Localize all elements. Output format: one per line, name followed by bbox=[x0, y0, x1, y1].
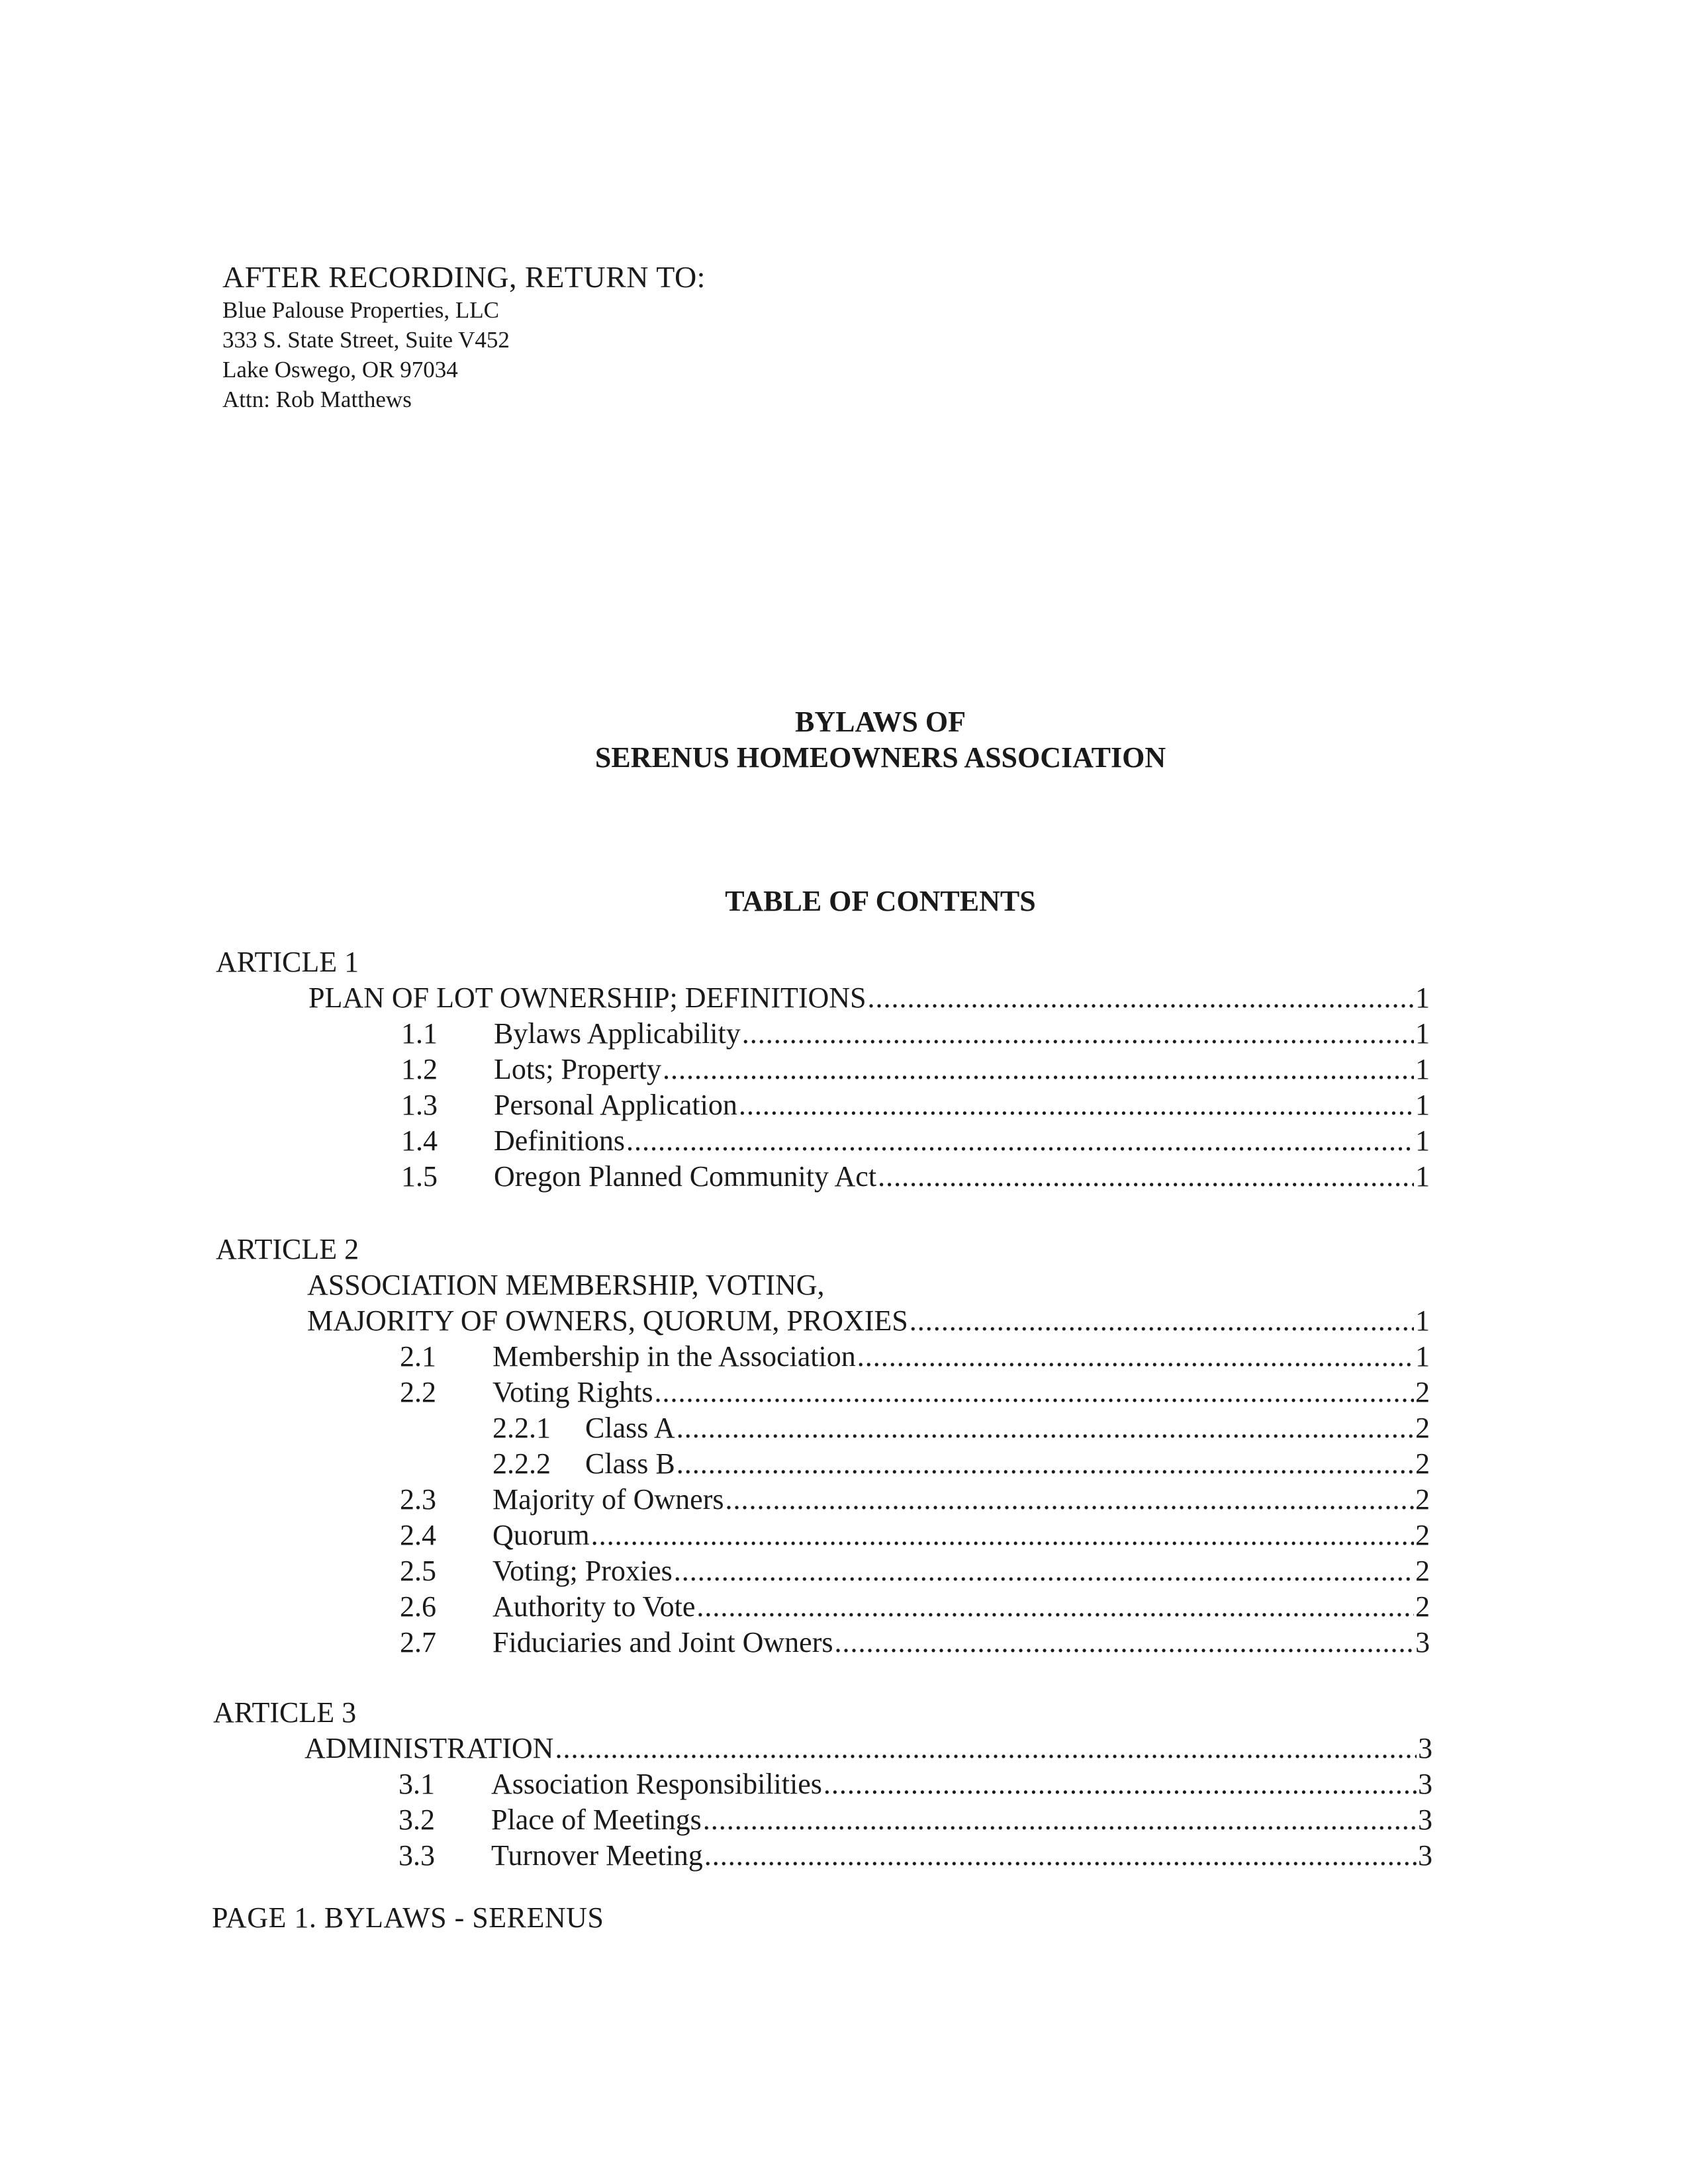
toc-page-number: 1 bbox=[1415, 1017, 1430, 1050]
leader-dots bbox=[674, 1554, 1414, 1588]
toc-entry-label: Authority to Vote bbox=[492, 1590, 696, 1623]
toc-entry-label: Class A bbox=[585, 1412, 675, 1444]
toc-page-number: 2 bbox=[1415, 1519, 1430, 1551]
toc-subentry bbox=[492, 1411, 1430, 1445]
toc-entry-number: 3.2 bbox=[399, 1803, 435, 1836]
toc-entry-number: 2.6 bbox=[400, 1590, 436, 1623]
leader-dots bbox=[910, 1304, 1414, 1338]
toc-entry-label: MAJORITY OF OWNERS, QUORUM, PROXIES bbox=[307, 1304, 908, 1337]
return-line: 333 S. State Street, Suite V452 bbox=[222, 327, 510, 353]
toc-page-number: 3 bbox=[1418, 1768, 1432, 1800]
toc-page-number: 1 bbox=[1415, 1053, 1430, 1085]
toc-entry bbox=[401, 1124, 1430, 1158]
toc-entry-label: Class B bbox=[585, 1447, 675, 1480]
toc-page-number: 1 bbox=[1415, 1340, 1430, 1373]
leader-dots bbox=[663, 1052, 1414, 1087]
toc-article-heading-line: ASSOCIATION MEMBERSHIP, VOTING, bbox=[307, 1269, 825, 1301]
page-footer: PAGE 1. BYLAWS - SERENUS bbox=[212, 1901, 604, 1934]
leader-dots bbox=[591, 1518, 1414, 1553]
toc-page-number: 2 bbox=[1415, 1555, 1430, 1587]
article-label: ARTICLE 2 bbox=[216, 1233, 359, 1265]
toc-entry bbox=[400, 1518, 1430, 1553]
toc-entry bbox=[401, 1160, 1430, 1194]
toc-entry-label: Membership in the Association bbox=[492, 1340, 856, 1373]
toc-page-number: 2 bbox=[1415, 1376, 1430, 1408]
toc-entry bbox=[401, 1017, 1430, 1051]
return-line: Lake Oswego, OR 97034 bbox=[222, 357, 458, 383]
toc-entry bbox=[400, 1625, 1430, 1660]
toc-entry-label: Voting; Proxies bbox=[492, 1555, 673, 1587]
toc-entry-number: 2.3 bbox=[400, 1483, 436, 1516]
toc-page-number: 3 bbox=[1418, 1732, 1432, 1764]
toc-entry-number: 2.5 bbox=[400, 1555, 436, 1587]
leader-dots bbox=[677, 1411, 1414, 1445]
toc-entry-label: Definitions bbox=[494, 1124, 625, 1157]
toc-article-heading bbox=[307, 1304, 1430, 1338]
toc-page-number: 2 bbox=[1415, 1590, 1430, 1623]
toc-entry-label: Fiduciaries and Joint Owners bbox=[492, 1626, 833, 1659]
article-label: ARTICLE 3 bbox=[213, 1696, 357, 1729]
leader-dots bbox=[834, 1625, 1414, 1660]
toc-page-number: 1 bbox=[1415, 1124, 1430, 1157]
return-line: Blue Palouse Properties, LLC bbox=[222, 297, 500, 323]
leader-dots bbox=[742, 1017, 1414, 1051]
toc-entry-label: Association Responsibilities bbox=[491, 1768, 822, 1800]
leader-dots bbox=[704, 1839, 1417, 1873]
toc-entry-label: Place of Meetings bbox=[491, 1803, 702, 1836]
toc-entry-number: 3.3 bbox=[399, 1839, 435, 1872]
document-title-line-2: SERENUS HOMEOWNERS ASSOCIATION bbox=[594, 741, 1166, 774]
leader-dots bbox=[677, 1447, 1414, 1481]
toc-entry-label: Quorum bbox=[492, 1519, 590, 1551]
toc-page-number: 1 bbox=[1415, 1304, 1430, 1337]
toc-entry-number: 2.2.2 bbox=[492, 1447, 551, 1480]
toc-entry bbox=[399, 1767, 1432, 1801]
toc-entry-label: Voting Rights bbox=[492, 1376, 653, 1408]
toc-entry-label: Turnover Meeting bbox=[491, 1839, 703, 1872]
toc-entry bbox=[399, 1839, 1432, 1873]
toc-page-number: 3 bbox=[1418, 1803, 1432, 1836]
toc-entry-label: PLAN OF LOT OWNERSHIP; DEFINITIONS bbox=[308, 981, 867, 1014]
leader-dots bbox=[626, 1124, 1414, 1158]
toc-page-number: 1 bbox=[1415, 1160, 1430, 1193]
toc-entry-number: 1.1 bbox=[401, 1017, 438, 1050]
document-title-line-1: BYLAWS OF bbox=[795, 705, 966, 738]
leader-dots bbox=[868, 981, 1414, 1015]
toc-page-number: 3 bbox=[1415, 1626, 1430, 1659]
toc-entry-number: 2.2 bbox=[400, 1376, 436, 1408]
toc-page-number: 2 bbox=[1415, 1483, 1430, 1516]
toc-entry-label: Personal Application bbox=[494, 1089, 737, 1121]
toc-entry-number: 2.2.1 bbox=[492, 1412, 551, 1444]
toc-entry bbox=[401, 1052, 1430, 1087]
toc-entry-label: ADMINISTRATION bbox=[305, 1732, 554, 1764]
toc-entry bbox=[401, 1088, 1430, 1122]
toc-entry bbox=[400, 1375, 1430, 1410]
return-heading: AFTER RECORDING, RETURN TO: bbox=[222, 260, 706, 294]
return-line: Attn: Rob Matthews bbox=[222, 387, 412, 412]
leader-dots bbox=[726, 1482, 1415, 1517]
toc-page-number: 2 bbox=[1415, 1447, 1430, 1480]
toc-entry bbox=[400, 1340, 1430, 1374]
toc-title: TABLE OF CONTENTS bbox=[725, 885, 1036, 917]
toc-entry-number: 2.4 bbox=[400, 1519, 436, 1551]
leader-dots bbox=[555, 1731, 1417, 1766]
toc-entry-label: Bylaws Applicability bbox=[494, 1017, 741, 1050]
toc-entry-number: 2.7 bbox=[400, 1626, 436, 1659]
leader-dots bbox=[857, 1340, 1414, 1374]
toc-entry-number: 1.2 bbox=[401, 1053, 438, 1085]
toc-entry bbox=[399, 1803, 1432, 1837]
toc-page-number: 2 bbox=[1415, 1412, 1430, 1444]
toc-page-number: 1 bbox=[1415, 981, 1430, 1014]
toc-entry-number: 1.3 bbox=[401, 1089, 438, 1121]
toc-article-heading bbox=[308, 981, 1430, 1015]
toc-entry-label: Majority of Owners bbox=[492, 1483, 724, 1516]
leader-dots bbox=[878, 1160, 1414, 1194]
toc-entry-number: 3.1 bbox=[399, 1768, 435, 1800]
toc-page-number: 1 bbox=[1415, 1089, 1430, 1121]
toc-page-number: 3 bbox=[1418, 1839, 1432, 1872]
toc-article-heading bbox=[305, 1731, 1432, 1766]
toc-entry bbox=[400, 1554, 1430, 1588]
leader-dots bbox=[654, 1375, 1414, 1410]
toc-entry-number: 2.1 bbox=[400, 1340, 436, 1373]
toc-entry bbox=[400, 1590, 1430, 1624]
toc-entry-label: Oregon Planned Community Act bbox=[494, 1160, 877, 1193]
leader-dots bbox=[823, 1767, 1417, 1801]
leader-dots bbox=[739, 1088, 1414, 1122]
toc-entry-number: 1.5 bbox=[401, 1160, 438, 1193]
article-label: ARTICLE 1 bbox=[216, 946, 359, 978]
toc-entry bbox=[400, 1482, 1430, 1517]
leader-dots bbox=[703, 1803, 1417, 1837]
toc-subentry bbox=[492, 1447, 1430, 1481]
leader-dots bbox=[696, 1590, 1414, 1624]
toc-entry-number: 1.4 bbox=[401, 1124, 438, 1157]
toc-entry-label: Lots; Property bbox=[494, 1053, 661, 1085]
